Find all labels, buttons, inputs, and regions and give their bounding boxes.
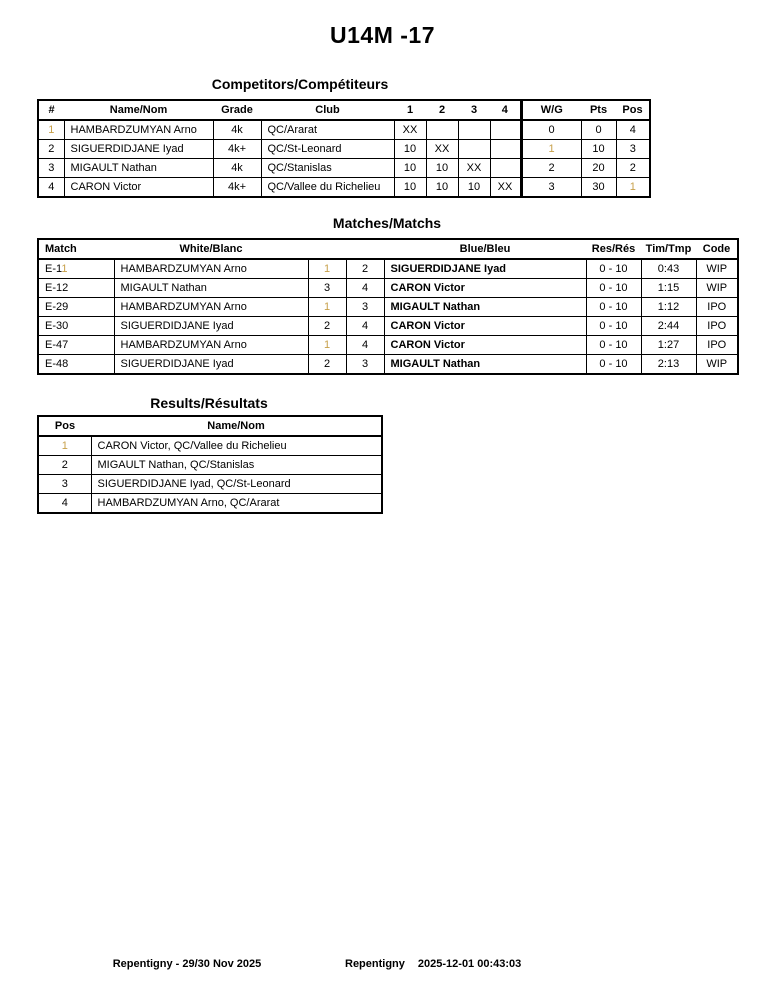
col-header-pts: Pts [581, 100, 616, 120]
competitor-points: 0 [581, 120, 616, 140]
col-header-code: Code [696, 239, 738, 259]
result-name: HAMBARDZUMYAN Arno, QC/Ararat [91, 494, 382, 514]
col-header-match: Match [38, 239, 114, 259]
competitor-wins: 2 [521, 159, 581, 178]
col-header-res: Res/Rés [586, 239, 641, 259]
table-row [38, 494, 382, 514]
table-row [38, 298, 738, 317]
competitors-section-title: Competitors/Compétiteurs [211, 76, 389, 92]
footer-datetime: 2025-12-01 00:43:03 [417, 958, 522, 970]
competitor-wins: 0 [521, 120, 581, 140]
col-header-round-1: 1 [394, 100, 426, 120]
col-header-round-2: 2 [426, 100, 458, 120]
competitor-num: 1 [38, 120, 64, 140]
white-player-name: SIGUERDIDJANE Iyad [114, 317, 308, 336]
competitor-club: QC/Stanislas [261, 159, 394, 178]
competitor-wins: 1 [521, 140, 581, 159]
blue-player-name: CARON Victor [384, 336, 586, 355]
results-section-title: Results/Résultats [150, 395, 268, 411]
competitor-grade: 4k+ [213, 140, 261, 159]
competitor-name: HAMBARDZUMYAN Arno [64, 120, 213, 140]
footer-place: Repentigny [345, 958, 405, 970]
match-id: E-47 [38, 336, 114, 355]
match-time: 2:13 [641, 355, 696, 375]
col-header-white: White/Blanc [114, 239, 308, 259]
white-player-name: HAMBARDZUMYAN Arno [114, 259, 308, 279]
col-header-blue: Blue/Bleu [384, 239, 586, 259]
table-row [38, 159, 650, 178]
footer-timestamp [345, 958, 521, 970]
white-player-num: 2 [308, 355, 346, 375]
round-result [490, 140, 521, 159]
col-header-pos: Pos [38, 416, 91, 436]
competitor-position: 4 [616, 120, 650, 140]
competitor-points: 30 [581, 178, 616, 198]
blue-player-name: SIGUERDIDJANE Iyad [384, 259, 586, 279]
match-code: IPO [696, 336, 738, 355]
competitor-name: MIGAULT Nathan [64, 159, 213, 178]
competitor-points: 20 [581, 159, 616, 178]
match-time: 2:44 [641, 317, 696, 336]
competitor-club: QC/Vallee du Richelieu [261, 178, 394, 198]
results-table [37, 415, 383, 514]
competitor-num: 2 [38, 140, 64, 159]
blue-player-num: 2 [346, 259, 384, 279]
col-header-name: Name/Nom [91, 416, 382, 436]
round-result: XX [490, 178, 521, 198]
blue-player-name: MIGAULT Nathan [384, 298, 586, 317]
round-result [490, 120, 521, 140]
match-id: E-11 [38, 259, 114, 279]
col-header-num: # [38, 100, 64, 120]
table-row [38, 259, 738, 279]
match-code: IPO [696, 317, 738, 336]
col-header-name: Name/Nom [64, 100, 213, 120]
blue-player-name: MIGAULT Nathan [384, 355, 586, 375]
result-name: MIGAULT Nathan, QC/Stanislas [91, 456, 382, 475]
match-code: WIP [696, 259, 738, 279]
competitor-grade: 4k [213, 159, 261, 178]
match-result: 0 - 10 [586, 317, 641, 336]
round-result: XX [426, 140, 458, 159]
competitor-points: 10 [581, 140, 616, 159]
match-time: 1:27 [641, 336, 696, 355]
col-header-pos: Pos [616, 100, 650, 120]
match-code: WIP [696, 355, 738, 375]
match-result: 0 - 10 [586, 279, 641, 298]
white-player-num: 3 [308, 279, 346, 298]
match-id: E-30 [38, 317, 114, 336]
table-row [38, 279, 738, 298]
table-row [38, 178, 650, 198]
competitor-num: 3 [38, 159, 64, 178]
match-id: E-12 [38, 279, 114, 298]
competitor-wins: 3 [521, 178, 581, 198]
white-player-name: HAMBARDZUMYAN Arno [114, 336, 308, 355]
competitor-name: CARON Victor [64, 178, 213, 198]
result-position: 4 [38, 494, 91, 514]
match-id: E-48 [38, 355, 114, 375]
competitor-grade: 4k [213, 120, 261, 140]
round-result [458, 120, 490, 140]
match-time: 1:12 [641, 298, 696, 317]
match-result: 0 - 10 [586, 336, 641, 355]
competitor-grade: 4k+ [213, 178, 261, 198]
table-row [38, 475, 382, 494]
white-player-num: 1 [308, 298, 346, 317]
col-header-wg: W/G [521, 100, 581, 120]
round-result: XX [458, 159, 490, 178]
match-result: 0 - 10 [586, 355, 641, 375]
result-position: 3 [38, 475, 91, 494]
match-id: E-29 [38, 298, 114, 317]
results-header-row [38, 416, 382, 436]
table-row [38, 436, 382, 456]
competitor-num: 4 [38, 178, 64, 198]
matches-header-row [38, 239, 738, 259]
round-result: 10 [426, 178, 458, 198]
competitor-club: QC/Ararat [261, 120, 394, 140]
competitors-header-row [38, 100, 650, 120]
footer-event-date: Repentigny - 29/30 Nov 2025 [112, 958, 262, 970]
col-header-round-3: 3 [458, 100, 490, 120]
col-header-club: Club [261, 100, 394, 120]
table-row [38, 456, 382, 475]
col-header-round-4: 4 [490, 100, 521, 120]
page-title: U14M -17 [330, 22, 435, 48]
competitor-position: 1 [616, 178, 650, 198]
blue-player-name: CARON Victor [384, 317, 586, 336]
match-time: 0:43 [641, 259, 696, 279]
match-time: 1:15 [641, 279, 696, 298]
table-row [38, 317, 738, 336]
blue-player-num: 4 [346, 317, 384, 336]
table-row [38, 120, 650, 140]
blue-player-num: 4 [346, 336, 384, 355]
round-result [426, 120, 458, 140]
white-player-num: 1 [308, 259, 346, 279]
blue-player-name: CARON Victor [384, 279, 586, 298]
round-result: 10 [394, 178, 426, 198]
match-result: 0 - 10 [586, 259, 641, 279]
table-row [38, 140, 650, 159]
match-code: IPO [696, 298, 738, 317]
competitor-name: SIGUERDIDJANE Iyad [64, 140, 213, 159]
matches-table [37, 238, 739, 375]
round-result: 10 [426, 159, 458, 178]
col-header-tim: Tim/Tmp [641, 239, 696, 259]
result-name: SIGUERDIDJANE Iyad, QC/St-Leonard [91, 475, 382, 494]
blue-player-num: 4 [346, 279, 384, 298]
round-result: 10 [394, 140, 426, 159]
round-result: 10 [394, 159, 426, 178]
white-player-num: 2 [308, 317, 346, 336]
round-result [490, 159, 521, 178]
match-code: WIP [696, 279, 738, 298]
competitor-position: 2 [616, 159, 650, 178]
col-header-grade: Grade [213, 100, 261, 120]
competitor-position: 3 [616, 140, 650, 159]
match-result: 0 - 10 [586, 298, 641, 317]
result-position: 1 [38, 436, 91, 456]
col-header-blue-num [346, 239, 384, 259]
white-player-name: HAMBARDZUMYAN Arno [114, 298, 308, 317]
round-result [458, 140, 490, 159]
round-result: XX [394, 120, 426, 140]
blue-player-num: 3 [346, 298, 384, 317]
blue-player-num: 3 [346, 355, 384, 375]
white-player-name: SIGUERDIDJANE Iyad [114, 355, 308, 375]
competitors-table [37, 99, 651, 198]
white-player-name: MIGAULT Nathan [114, 279, 308, 298]
col-header-white-num [308, 239, 346, 259]
table-row [38, 355, 738, 375]
result-name: CARON Victor, QC/Vallee du Richelieu [91, 436, 382, 456]
white-player-num: 1 [308, 336, 346, 355]
result-position: 2 [38, 456, 91, 475]
matches-section-title: Matches/Matchs [332, 215, 442, 231]
round-result: 10 [458, 178, 490, 198]
competitor-club: QC/St-Leonard [261, 140, 394, 159]
table-row [38, 336, 738, 355]
